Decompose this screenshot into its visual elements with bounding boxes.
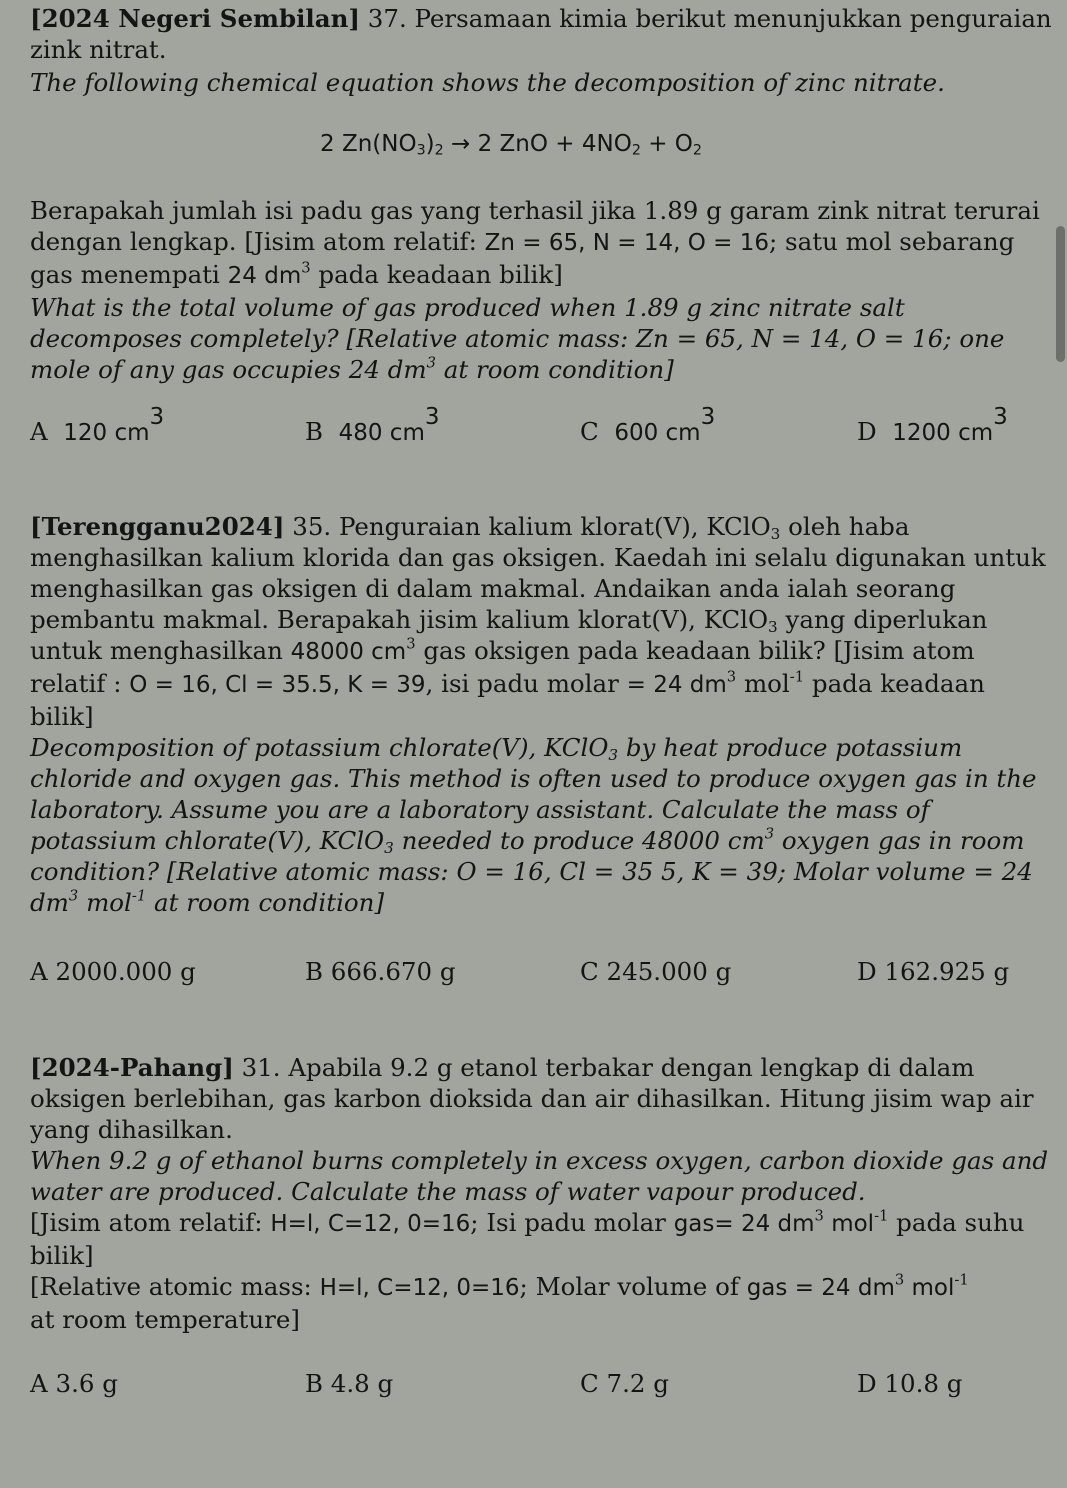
q37-text-en: What is the total volume of gas produced when 1.89 g zinc nitrate salt decomposes completely? [Relative atomic mass: Zn = 65, N = 14, O = 16; one mole of any gas occupies 24 $dm^3$ at room condition] — [30, 293, 1005, 384]
chemical-equation: 2 $Zn(NO_3)_2 \to 2$ ZnO + $4NO_2 + O_2$ — [320, 131, 702, 159]
q31-option-a[interactable]: A 3.6 g — [30, 1369, 118, 1398]
q31-text-en: When 9.2 g of ethanol burns completely in excess oxygen, carbon dioxide gas and water are produced. Calculate the mass of water vapour produced. — [30, 1146, 1049, 1206]
q35-text-ms: [Terengganu2024] 35. Penguraian kalium klorat(V), KClO$_3$ oleh haba menghasilkan kalium klorida dan gas oksigen. Kaedah ini selalu digunakan untuk menghasilkan gas oksigen di dalam makmal. Andaikan anda ialah seorang pembantu makmal. Berapakah jisim kalium klorat(V), KClO$_3$ yang diperlukan untuk menghasilkan 48000 $cm^3$ gas oksigen pada keadaan bilik? [Jisim atom relatif : O = 16, Cl = 35.5, K = 39, isi padu molar = 24 $dm^3$ mol$^{-1}$ pada keadaan bilik] — [30, 512, 1046, 731]
q37-options — [30, 404, 1052, 451]
q35-option-d[interactable]: D 162.925 g — [857, 957, 1010, 986]
q31-options — [30, 1369, 1052, 1403]
q31-option-b[interactable]: B 4.8 g — [305, 1369, 394, 1398]
q37-option-a[interactable]: A 120 $cm^3$ — [30, 404, 165, 447]
question-37 — [30, 3, 1052, 98]
q35-options — [30, 957, 1052, 991]
q31-tag: [2024-Pahang] — [30, 1053, 234, 1082]
q37-option-c[interactable]: C 600 $cm^3$ — [580, 404, 716, 447]
q35-text-en: Decomposition of potassium chlorate(V), KClO$_3$ by heat produce potassium chloride and oxygen gas. This method is often used to produce oxygen gas in the laboratory. Assume you are a laboratory assistant. Calculate the mass of potassium chlorate(V), KClO$_3$ needed to produce 48000 $cm^3$ oxygen gas in room condition? [Relative atomic mass: O = 16, Cl = 35 5, K = 39; Molar volume = 24 $dm^3$ mol$^{-1}$ at room condition] — [30, 733, 1037, 917]
q35-tag: [Terengganu2024] — [30, 512, 285, 541]
q35-option-a[interactable]: A 2000.000 g — [30, 957, 196, 986]
q37-option-d[interactable]: D 1200 $cm^3$ — [857, 404, 1008, 447]
q31-text-ms: [2024-Pahang] 31. Apabila 9.2 g etanol terbakar dengan lengkap di dalam oksigen berlebihan, gas karbon dioksida dan air dihasilkan. Hitung jisim wap air yang dihasilkan. — [30, 1053, 1034, 1144]
scrollbar-thumb[interactable] — [1056, 226, 1065, 362]
q37-intro-en: The following chemical equation shows the decomposition of zinc nitrate. — [30, 68, 945, 97]
q35-option-b[interactable]: B 666.670 g — [305, 957, 456, 986]
q37-text-ms: Berapakah jumlah isi padu gas yang terhasil jika 1.89 g garam zink nitrat terurai dengan lengkap. [Jisim atom relatif: Zn = 65, N = 14, O = 16; satu mol sebarang gas menempati 24 $dm^3$ pada keadaan bilik] — [30, 196, 1040, 289]
q37-option-b[interactable]: B 480 $cm^3$ — [305, 404, 440, 447]
question-31 — [30, 1052, 1052, 1335]
q31-option-d[interactable]: D 10.8 g — [857, 1369, 963, 1398]
q31-masses-ms: [Jisim atom relatif: H=l, C=12, 0=16; Isi padu molar gas= 24 $dm^3$ mol$^{-1}$ pada suhu bilik] — [30, 1207, 1025, 1270]
q37-intro-ms: [2024 Negeri Sembilan] 37. Persamaan kimia berikut menunjukkan penguraian zink nitrat. — [30, 4, 1052, 64]
q37-tag: [2024 Negeri Sembilan] — [30, 4, 360, 33]
q37-body — [30, 195, 1052, 385]
q31-option-c[interactable]: C 7.2 g — [580, 1369, 669, 1398]
q31-masses-en: [Relative atomic mass: H=l, C=12, 0=16; Molar volume of gas = 24 $dm^3$ mol$^{-1}$ at room temperature] — [30, 1271, 969, 1334]
question-35 — [30, 511, 1052, 918]
q35-option-c[interactable]: C 245.000 g — [580, 957, 732, 986]
